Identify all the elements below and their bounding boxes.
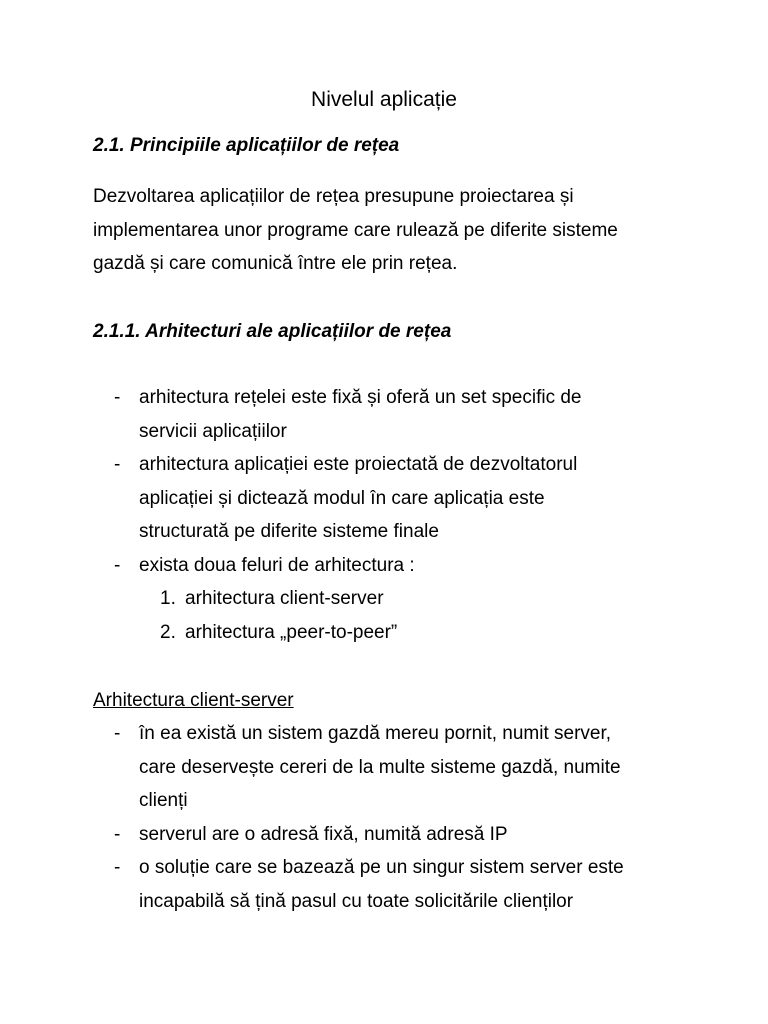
architecture-bullet-list <box>93 381 582 649</box>
client-server-bullet-list <box>93 717 624 918</box>
paragraph-line: Dezvoltarea aplicațiilor de rețea presupune proiectarea și <box>93 186 574 207</box>
bullet-dash: - <box>114 723 121 744</box>
list-item <box>93 851 624 918</box>
list-item <box>93 549 582 650</box>
list-item <box>93 717 624 818</box>
item-text: arhitectura „peer-to-peer” <box>185 621 398 643</box>
list-item-line: o soluție care se bazează pe un singur sistem server este <box>139 857 624 878</box>
section-2-1-paragraph <box>93 180 713 281</box>
page-title: Nivelul aplicație <box>311 88 457 111</box>
bullet-dash: - <box>114 454 121 475</box>
list-item-line: servicii aplicațiilor <box>139 420 287 442</box>
section-heading-2-1-1: 2.1.1. Arhitecturi ale aplicațiilor de rețea <box>93 321 452 342</box>
list-item-line: incapabilă să țină pasul cu toate solicitările clienților <box>139 890 574 912</box>
list-item-line: clienți <box>139 790 188 811</box>
list-item-line: arhitectura aplicației este proiectată de dezvoltatorul <box>139 454 578 475</box>
list-item-line: în ea există un sistem gazdă mereu pornit, numit server, <box>139 723 612 744</box>
list-item <box>93 381 582 448</box>
architecture-types-list <box>160 582 582 649</box>
paragraph-line: implementarea unor programe care rulează pe diferite sisteme <box>93 219 618 241</box>
client-server-heading: Arhitectura client-server <box>93 690 294 711</box>
item-text: arhitectura client-server <box>185 588 384 609</box>
list-item <box>93 448 582 549</box>
section-heading-2-1: 2.1. Principiile aplicațiilor de rețea <box>93 135 400 156</box>
list-item-line: aplicației și dictează modul în care aplicația este <box>139 487 545 509</box>
item-number: 2. <box>160 621 176 643</box>
item-number: 1. <box>160 588 176 609</box>
list-item-line: structurată pe diferite sisteme finale <box>139 521 439 542</box>
numbered-item <box>160 616 582 650</box>
bullet-dash: - <box>114 857 121 878</box>
paragraph-line: gazdă și care comunică între ele prin rețea. <box>93 253 458 274</box>
list-item-line: care deservește cereri de la multe sisteme gazdă, numite <box>139 756 621 778</box>
bullet-dash: - <box>114 554 121 576</box>
list-item-line: serverul are o adresă fixă, numită adresă IP <box>139 823 508 845</box>
list-item-line: exista doua feluri de arhitectura : <box>139 554 415 576</box>
list-item-line: arhitectura rețelei este fixă și oferă un set specific de <box>139 387 582 408</box>
bullet-dash: - <box>114 387 121 408</box>
list-item <box>93 818 624 852</box>
numbered-item <box>160 582 582 616</box>
bullet-dash: - <box>114 823 121 845</box>
